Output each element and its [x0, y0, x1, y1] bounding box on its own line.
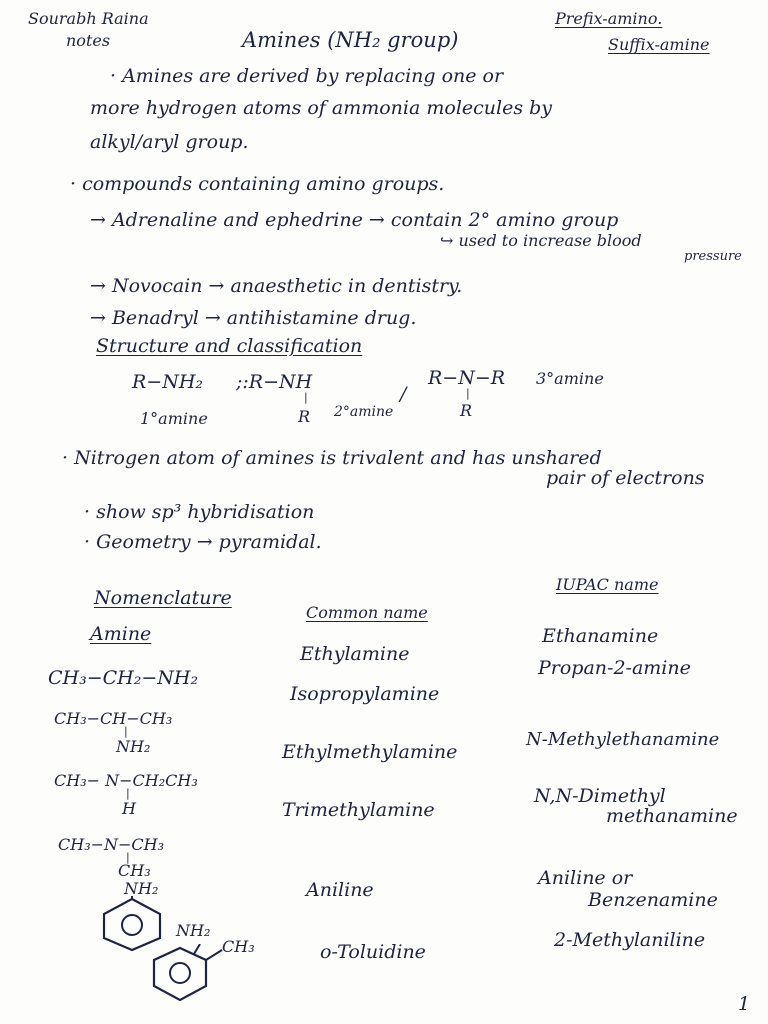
aniline-iupac-1: Aniline or	[538, 867, 633, 889]
nomenclature-heading: Nomenclature	[94, 587, 232, 609]
compounds-line: · compounds containing amino groups.	[70, 173, 445, 195]
row-1-common: Ethylamine	[300, 643, 410, 665]
structure-heading: Structure and classification	[96, 335, 363, 357]
row-3-formula: CH₃− N−CH₂CH₃	[54, 771, 198, 790]
tertiary-amine-label: 3°amine	[536, 369, 604, 388]
nitrogen-line-2: pair of electrons	[546, 467, 705, 489]
row-2-iupac: Propan-2-amine	[538, 657, 691, 679]
toluidine-iupac: 2-Methylaniline	[554, 929, 706, 951]
primary-amine-formula: R−NH₂	[132, 371, 204, 393]
author-name: Sourabh Raina	[28, 9, 149, 28]
primary-amine-label: 1°amine	[140, 409, 208, 428]
separator-slash: /	[400, 383, 407, 405]
column-common-name: Common name	[306, 603, 428, 622]
adrenaline-line: → Adrenaline and ephedrine → contain 2° amino group	[90, 209, 619, 231]
tertiary-amine-r: R	[460, 401, 473, 420]
aniline-common: Aniline	[306, 879, 374, 901]
row-4-sub: CH₃	[118, 861, 151, 880]
aniline-nh2: NH₂	[124, 879, 159, 898]
prefix-note: Prefix-amino.	[555, 9, 663, 28]
row-3-bond: |	[126, 787, 130, 800]
row-3-sub: H	[122, 799, 136, 818]
page-title: Amines (NH₂ group)	[242, 28, 459, 52]
row-1-formula: CH₃−CH₂−NH₂	[48, 667, 199, 689]
row-4-iupac: N,N-Dimethyl	[534, 785, 666, 807]
intro-line-2: more hydrogen atoms of ammonia molecules by	[90, 97, 553, 119]
toluidine-nh2: NH₂	[176, 921, 211, 940]
row-4-bond: |	[126, 851, 130, 864]
author-notes: notes	[66, 31, 111, 50]
row-3-iupac: N-Methylethanamine	[526, 729, 720, 750]
column-amine: Amine	[90, 623, 152, 645]
geometry-line: · Geometry → pyramidal.	[84, 531, 322, 553]
toluidine-ch3: CH₃	[222, 937, 255, 956]
secondary-amine-label: 2°amine	[334, 404, 394, 420]
tertiary-bond: |	[466, 387, 470, 400]
suffix-note: Suffix-amine	[608, 35, 710, 54]
column-iupac-name: IUPAC name	[556, 575, 659, 594]
row-2-bond: |	[124, 725, 128, 738]
adrenaline-use: ↪ used to increase blood	[440, 231, 642, 250]
row-2-formula: CH₃−CH−CH₃	[54, 709, 173, 728]
row-4-formula: CH₃−N−CH₃	[58, 835, 165, 854]
row-1-iupac: Ethanamine	[542, 625, 659, 647]
secondary-amine-formula: ;:R−NH	[236, 371, 313, 393]
intro-line-3: alkyl/aryl group.	[90, 131, 249, 153]
nitrogen-line-1: · Nitrogen atom of amines is trivalent and has unshared	[62, 447, 602, 469]
row-4-iupac-2: methanamine	[606, 805, 738, 827]
secondary-bond: |	[304, 391, 308, 404]
sp3-line: · show sp³ hybridisation	[84, 501, 315, 523]
tertiary-amine-formula: R−N−R	[428, 367, 506, 389]
secondary-amine-r: R	[298, 407, 311, 426]
novocain-line: → Novocain → anaesthetic in dentistry.	[90, 275, 463, 297]
row-2-sub: NH₂	[116, 737, 151, 756]
toluidine-benzene-ring-icon	[150, 944, 228, 1004]
row-2-common: Isopropylamine	[290, 683, 440, 705]
adrenaline-use-2: pressure	[684, 249, 742, 264]
intro-line-1: · Amines are derived by replacing one or	[110, 65, 504, 87]
benadryl-line: → Benadryl → antihistamine drug.	[90, 307, 417, 329]
page-number: 1	[738, 993, 751, 1015]
row-4-common: Trimethylamine	[282, 799, 435, 821]
toluidine-common: o-Toluidine	[320, 941, 426, 963]
aniline-iupac-2: Benzenamine	[588, 889, 718, 911]
row-3-common: Ethylmethylamine	[282, 741, 458, 763]
